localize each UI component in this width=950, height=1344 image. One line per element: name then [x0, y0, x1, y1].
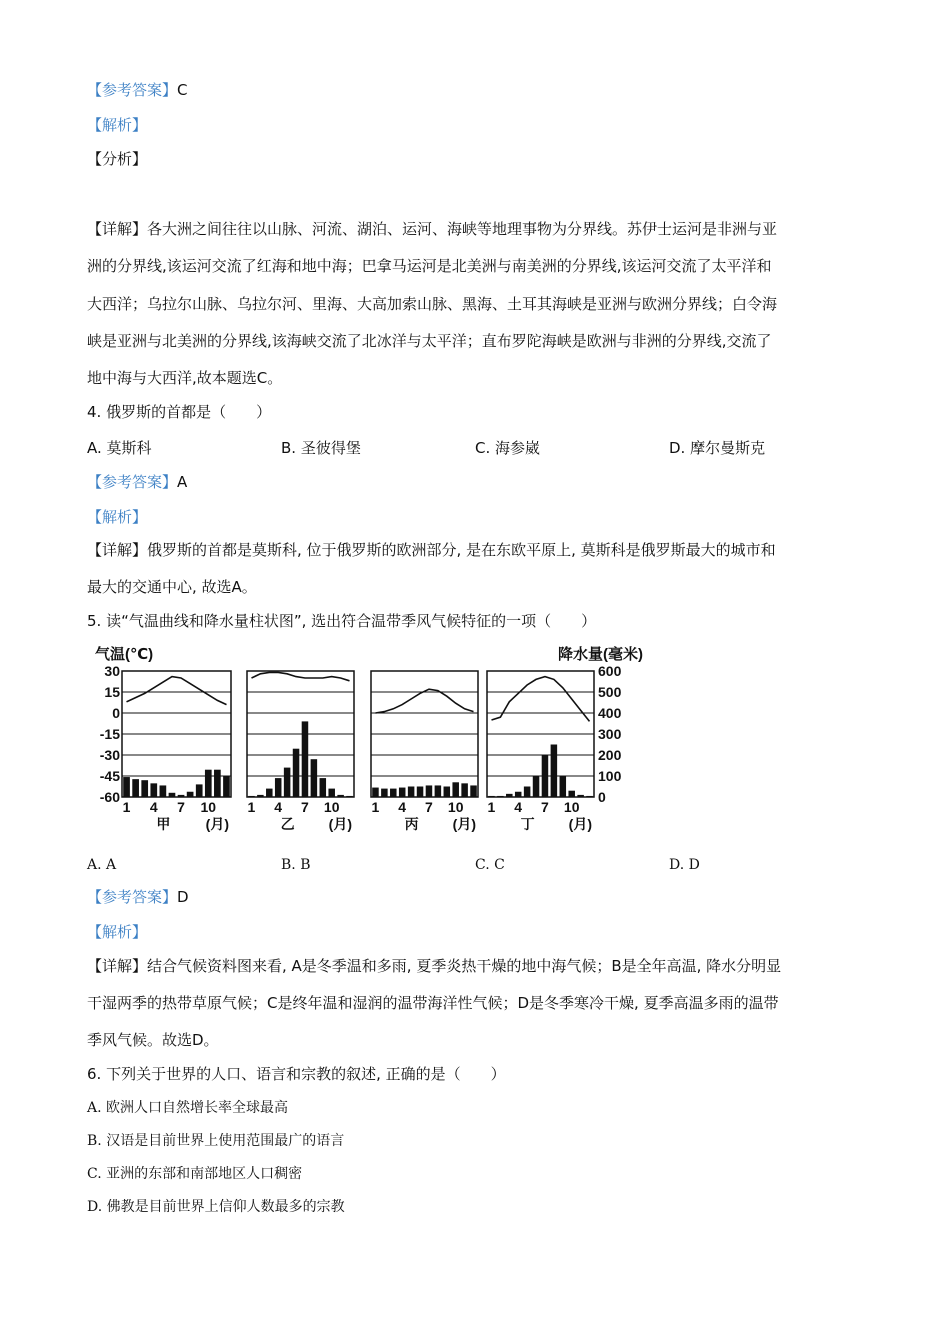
- precipitation-bar: [435, 785, 442, 797]
- precipitation-bar: [488, 796, 495, 797]
- precipitation-bar: [196, 784, 203, 797]
- answer-value: A: [177, 473, 188, 491]
- precipitation-tick-label: 300: [598, 726, 622, 742]
- precipitation-tick-label: 500: [598, 684, 622, 700]
- detail-line-q5: 干湿两季的热带草原气候；C是终年温和湿润的温带海洋性气候；D是冬季寒冷干燥, 夏季高温多雨的温带: [87, 994, 779, 1012]
- precipitation-bar: [542, 755, 549, 797]
- precipitation-bar: [320, 778, 327, 797]
- precipitation-bar: [515, 792, 522, 797]
- detail-line-q5: 季风气候。故选D。: [87, 1031, 219, 1049]
- precipitation-bar: [160, 785, 167, 797]
- question-5: 5. 读“气温曲线和降水量柱状图”, 选出符合温带季风气候特征的一项（ ）: [87, 612, 597, 630]
- precipitation-bar: [586, 796, 593, 797]
- precipitation-bar: [577, 795, 584, 797]
- temperature-axis-label: 气温(℃): [95, 646, 154, 663]
- precipitation-bar: [293, 749, 300, 797]
- month-tick-label: 4: [149, 799, 158, 815]
- precipitation-bar: [248, 796, 255, 797]
- precipitation-bar: [311, 759, 318, 797]
- month-tick-label: 4: [274, 799, 283, 815]
- month-tick-label: 1: [247, 799, 256, 815]
- option-d-q5: D. D: [669, 857, 700, 873]
- month-tick-label: 7: [301, 799, 309, 815]
- month-tick-label: 7: [425, 799, 433, 815]
- precipitation-bar: [141, 780, 148, 797]
- answer-label: 【参考答案】: [87, 81, 178, 99]
- answer-label: 【参考答案】: [87, 473, 178, 491]
- option-a-q6: A. 欧洲人口自然增长率全球最高: [87, 1100, 289, 1116]
- month-unit-label: (月): [452, 816, 476, 832]
- precipitation-bar: [470, 785, 477, 797]
- precipitation-bar: [533, 776, 540, 797]
- precipitation-bar: [187, 792, 194, 797]
- temperature-tick-label: -15: [99, 726, 120, 742]
- precipitation-bar: [328, 789, 335, 797]
- detail-line-q3: 洲的分界线,该运河交流了红海和地中海；巴拿马运河是北美洲与南美洲的分界线,该运河交流了太平洋和: [87, 257, 772, 275]
- month-tick-label: 1: [487, 799, 496, 815]
- analysis-label-q4: 【解析】: [87, 508, 148, 526]
- precipitation-bar: [337, 795, 344, 797]
- precipitation-bar: [417, 787, 424, 798]
- option-c-q4: C. 海参崴: [475, 439, 541, 457]
- precipitation-tick-label: 600: [598, 663, 622, 679]
- precipitation-tick-label: 100: [598, 768, 622, 784]
- precipitation-bar: [408, 787, 415, 798]
- option-d-q6: D. 佛教是目前世界上信仰人数最多的宗教: [87, 1199, 345, 1215]
- temperature-tick-label: 0: [112, 705, 120, 721]
- temperature-curve: [376, 689, 474, 713]
- precipitation-bar: [205, 770, 212, 797]
- temperature-tick-label: -60: [99, 789, 120, 805]
- precipitation-bar: [524, 787, 531, 798]
- precipitation-bar: [169, 793, 176, 797]
- climate-chart: [95, 640, 650, 835]
- precipitation-tick-label: 0: [598, 789, 606, 805]
- panel-name: 甲: [156, 816, 171, 832]
- precipitation-bar: [132, 779, 139, 797]
- answer-line-q3: [87, 80, 188, 100]
- temperature-tick-label: -30: [99, 747, 120, 763]
- precipitation-bar: [257, 795, 264, 797]
- month-tick-label: 10: [200, 799, 217, 815]
- answer-line-q4: [87, 472, 187, 492]
- precipitation-bar: [426, 785, 433, 797]
- precipitation-bar: [372, 788, 379, 797]
- analysis-label-q5: 【解析】: [87, 923, 148, 941]
- precipitation-bar: [551, 745, 558, 798]
- month-tick-label: 7: [177, 799, 185, 815]
- detail-line-q4: 最大的交通中心, 故选A。: [87, 578, 257, 596]
- month-tick-label: 4: [514, 799, 523, 815]
- panel-name: 乙: [280, 816, 295, 832]
- detail-line-q4: 【详解】俄罗斯的首都是莫斯科, 位于俄罗斯的欧洲部分, 是在东欧平原上, 莫斯科是俄罗斯最大的城市和: [87, 541, 776, 559]
- precipitation-bar: [214, 770, 221, 797]
- answer-line-q5: [87, 887, 189, 907]
- month-tick-label: 1: [122, 799, 131, 815]
- detail-line-q3: 【详解】各大洲之间往往以山脉、河流、湖泊、运河、海峡等地理事物为分界线。苏伊士运河是非洲与亚: [87, 220, 778, 238]
- precipitation-axis-label: 降水量(毫米): [558, 646, 643, 663]
- precipitation-bar: [444, 787, 451, 798]
- temperature-curve: [127, 677, 227, 705]
- precipitation-bar: [302, 721, 309, 797]
- month-tick-label: 10: [323, 799, 340, 815]
- answer-label: 【参考答案】: [87, 888, 178, 906]
- temperature-curve: [252, 672, 350, 680]
- precipitation-bar: [266, 789, 273, 797]
- temperature-tick-label: -45: [99, 768, 120, 784]
- month-tick-label: 7: [541, 799, 549, 815]
- answer-value: C: [177, 81, 188, 99]
- precipitation-bar: [461, 783, 468, 797]
- precipitation-bar: [150, 783, 157, 797]
- precipitation-bar: [452, 782, 459, 797]
- detail-line-q3: 大西洋；乌拉尔山脉、乌拉尔河、里海、大高加索山脉、黑海、土耳其海峡是亚洲与欧洲分界线；白令海: [87, 295, 778, 313]
- panel-name: 丁: [520, 816, 535, 832]
- precipitation-tick-label: 400: [598, 705, 622, 721]
- month-unit-label: (月): [328, 816, 352, 832]
- precipitation-bar: [560, 776, 567, 797]
- answer-value: D: [177, 888, 189, 906]
- month-tick-label: 10: [563, 799, 580, 815]
- temperature-tick-label: 30: [104, 663, 120, 679]
- month-unit-label: (月): [205, 816, 229, 832]
- precipitation-bar: [223, 776, 230, 797]
- temperature-curve: [492, 677, 590, 722]
- precipitation-bar: [497, 796, 504, 797]
- precipitation-bar: [275, 778, 282, 797]
- precipitation-bar: [346, 796, 353, 797]
- month-unit-label: (月): [568, 816, 592, 832]
- month-tick-label: 1: [371, 799, 380, 815]
- question-4: 4. 俄罗斯的首都是（ ）: [87, 403, 272, 421]
- precipitation-bar: [399, 788, 406, 797]
- detail-line-q5: 【详解】结合气候资料图来看, A是冬季温和多雨, 夏季炎热干燥的地中海气候；B是全年高温, 降水分明显: [87, 957, 782, 975]
- option-d-q4: D. 摩尔曼斯克: [669, 439, 766, 457]
- detail-line-q3: 地中海与大西洋,故本题选C。: [87, 369, 283, 387]
- option-c-q5: C. C: [475, 857, 505, 873]
- option-a-q5: A. A: [87, 857, 117, 873]
- temperature-tick-label: 15: [104, 684, 120, 700]
- precipitation-bar: [178, 795, 185, 797]
- precipitation-bar: [284, 768, 291, 797]
- fenxi-label-q3: 【分析】: [87, 150, 148, 168]
- panel-name: 丙: [404, 816, 419, 832]
- detail-line-q3: 峡是亚洲与北美洲的分界线,该海峡交流了北冰洋与太平洋；直布罗陀海峡是欧洲与非洲的分界线,交流了: [87, 332, 772, 350]
- option-b-q4: B. 圣彼得堡: [281, 439, 361, 457]
- option-c-q6: C. 亚洲的东部和南部地区人口稠密: [87, 1166, 303, 1182]
- option-a-q4: A. 莫斯科: [87, 439, 152, 457]
- analysis-label-q3: 【解析】: [87, 116, 148, 134]
- month-tick-label: 10: [447, 799, 464, 815]
- option-b-q5: B. B: [281, 857, 311, 873]
- question-6: 6. 下列关于世界的人口、语言和宗教的叙述, 正确的是（ ）: [87, 1065, 506, 1083]
- precipitation-tick-label: 200: [598, 747, 622, 763]
- option-b-q6: B. 汉语是目前世界上使用范围最广的语言: [87, 1133, 345, 1149]
- precipitation-bar: [123, 777, 130, 797]
- precipitation-bar: [568, 791, 575, 797]
- precipitation-bar: [390, 789, 397, 797]
- month-tick-label: 4: [398, 799, 407, 815]
- precipitation-bar: [506, 794, 513, 797]
- precipitation-bar: [381, 789, 388, 797]
